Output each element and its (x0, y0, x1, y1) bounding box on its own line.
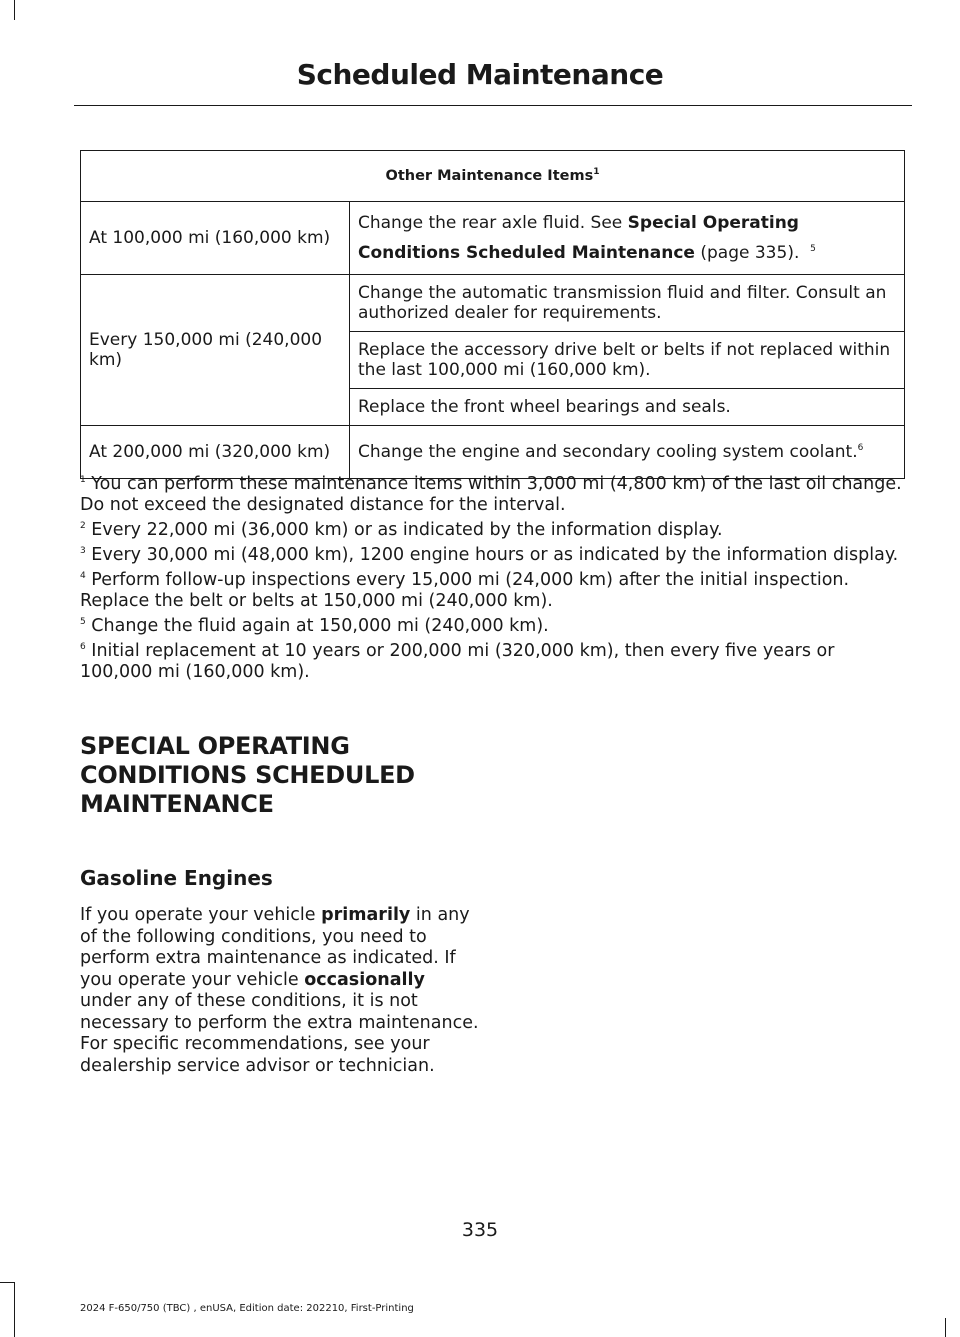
page-number: 335 (461, 1219, 499, 1241)
footnote-ref: 5 (810, 244, 816, 254)
body-text: If you operate your vehicle (80, 905, 322, 925)
interval-cell: At 200,000 mi (320,000 km) (81, 426, 350, 479)
item-cell: Change the automatic transmission fluid and filter. Consult an authorized dealer for requirements. (350, 275, 905, 332)
body-paragraph (80, 905, 480, 1077)
footnote-text: You can perform these maintenance items within 3,000 mi (4,800 km) of the last oil change. Do not exceed the designated distance for the interval. (80, 474, 902, 515)
footnote-ref: 1 (593, 167, 600, 177)
item-cell (350, 426, 905, 479)
footnote-number: 5 (80, 617, 86, 627)
crop-mark-bottom-left (14, 1282, 15, 1337)
table-title-text: Other Maintenance Items (385, 168, 594, 184)
footnote-number: 4 (80, 571, 86, 581)
section-heading: SPECIAL OPERATING CONDITIONS SCHEDULED MAINTENANCE (80, 732, 415, 818)
maintenance-table (80, 150, 905, 479)
footnote-number: 3 (80, 546, 86, 556)
footnote-text: Every 22,000 mi (36,000 km) or as indicated by the information display. (85, 520, 723, 540)
cross-reference-link[interactable]: Special Operating Conditions Scheduled Maintenance (358, 213, 799, 263)
footnote-ref: 6 (857, 443, 864, 453)
footnote-number: 6 (80, 642, 86, 652)
item-cell: Replace the front wheel bearings and seals. (350, 389, 905, 426)
footnote (80, 616, 910, 637)
body-text: under any of these conditions, it is not necessary to perform the extra maintenance. For specific recommendations, see your dealership service advisor or technician. (80, 991, 479, 1076)
item-text: Change the rear axle fluid. See (358, 213, 628, 233)
edition-footer: 2024 F-650/750 (TBC) , enUSA, Edition date: 202210, First-Printing (80, 1303, 414, 1314)
interval-cell: Every 150,000 mi (240,000 km) (81, 275, 350, 426)
item-text: Change the engine and secondary cooling system coolant. (358, 442, 858, 462)
table-header-row (81, 151, 905, 202)
footnote-number: 2 (80, 521, 86, 531)
item-cell (350, 202, 905, 275)
crop-mark-top-left (14, 0, 15, 20)
item-cell: Replace the accessory drive belt or belts if not replaced within the last 100,000 mi (160,000 km). (350, 332, 905, 389)
table-row (81, 275, 905, 332)
table-row (81, 202, 905, 275)
footnote (80, 570, 910, 612)
footnote (80, 520, 910, 541)
table-row (81, 426, 905, 479)
emphasis-occasionally: occasionally (304, 969, 425, 990)
footnote (80, 545, 910, 566)
body-text: in any of the following conditions, you need to perform extra maintenance as indicated. If you operate your vehicle (80, 905, 470, 990)
page-title: Scheduled Maintenance (296, 58, 664, 91)
crop-mark-bottom-left-h (0, 1282, 15, 1283)
table-title (81, 151, 905, 202)
footnote (80, 641, 910, 683)
header-divider (74, 105, 912, 106)
footnote (80, 474, 910, 516)
footnote-text: Perform follow-up inspections every 15,000 mi (24,000 km) after the initial inspection. Replace the belt or belts at 150,000 mi (240,000 km). (80, 570, 850, 611)
footnote-text: Every 30,000 mi (48,000 km), 1200 engine hours or as indicated by the information display. (85, 545, 899, 565)
footnote-text: Initial replacement at 10 years or 200,000 mi (320,000 km), then every five years or 100,000 mi (160,000 km). (80, 641, 835, 682)
subsection-heading: Gasoline Engines (80, 866, 273, 890)
interval-cell: At 100,000 mi (160,000 km) (81, 202, 350, 275)
footnote-text: Change the fluid again at 150,000 mi (240,000 km). (85, 616, 549, 636)
footnote-number: 1 (80, 475, 86, 485)
crop-mark-bottom-right (945, 1318, 946, 1337)
footnotes (80, 474, 910, 687)
page-reference: (page 335). (694, 243, 800, 263)
emphasis-primarily: primarily (321, 905, 411, 925)
